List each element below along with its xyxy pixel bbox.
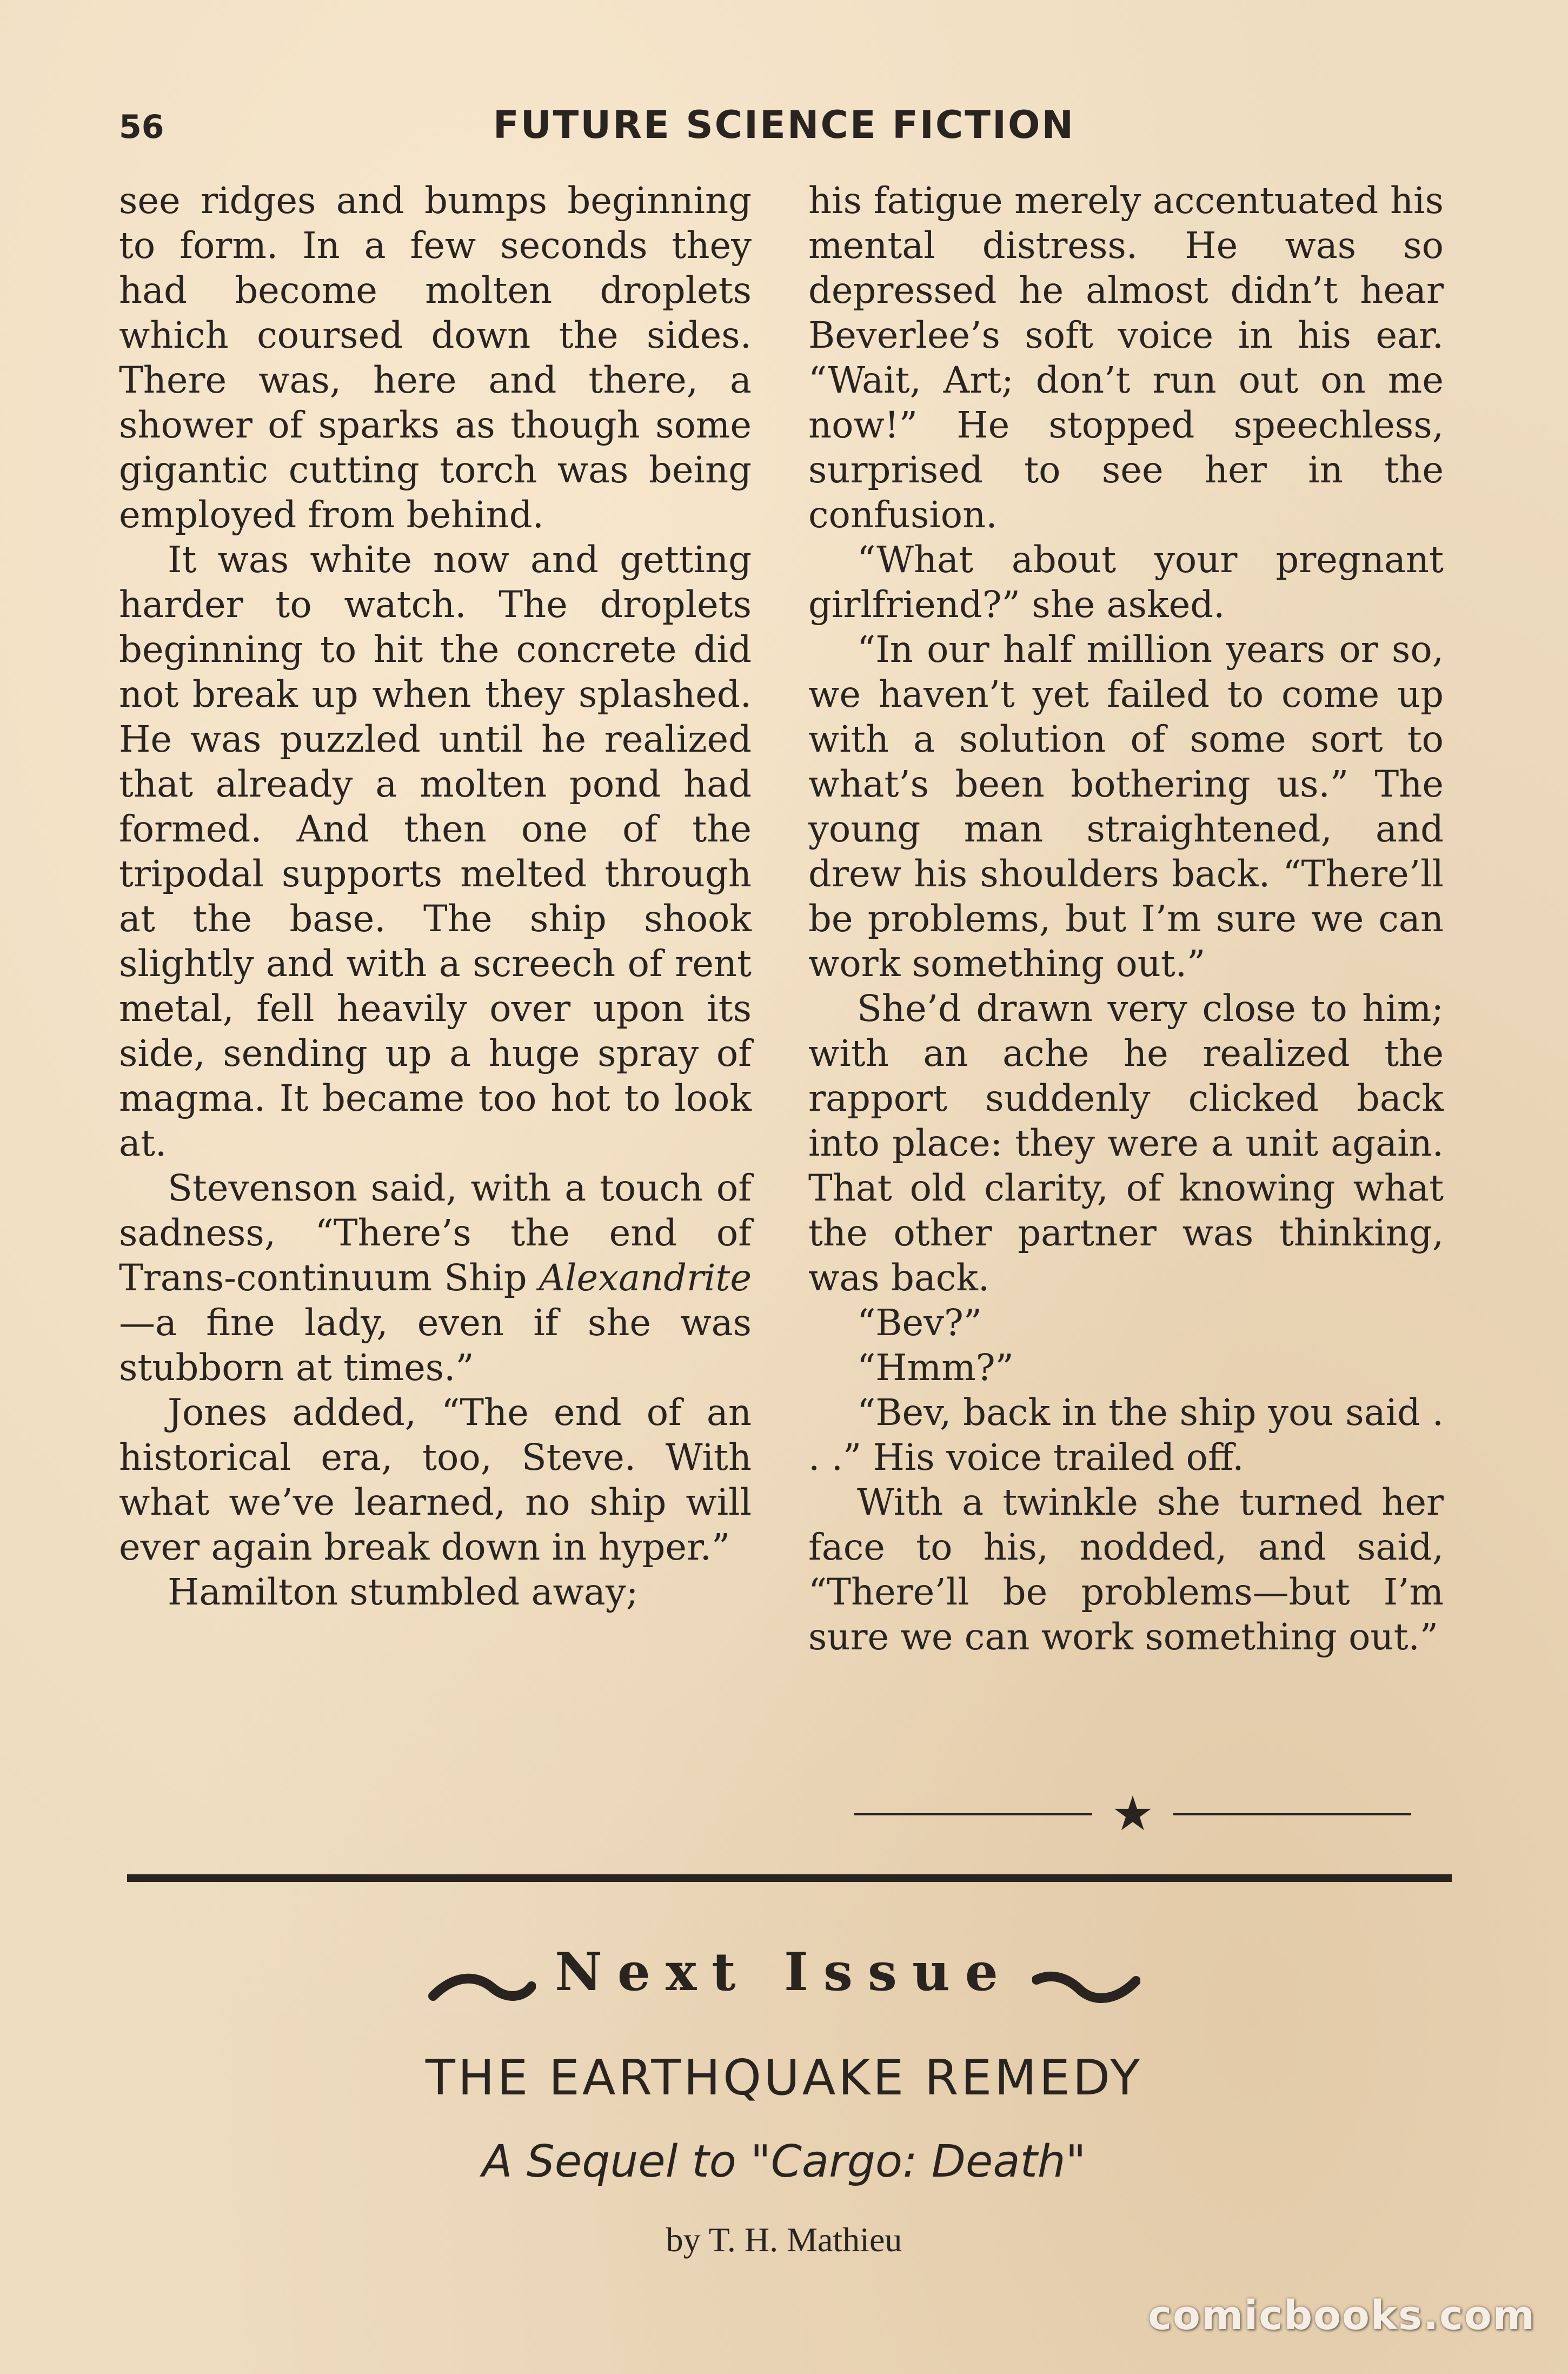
- site-watermark: comicbooks.com: [1148, 2292, 1536, 2339]
- right-swirl-ornament: [1032, 1969, 1140, 2007]
- paragraph: see ridges and bumps beginning to form. In a few seconds they had become molten droplets which coursed down the sides. There was, here and there, a shower of sparks as though some gigantic cutting torch was being employed from behind.: [119, 180, 752, 536]
- story-end-divider: [854, 1786, 1411, 1841]
- left-swirl-ornament: [428, 1969, 536, 2007]
- paragraph: “In our half million years or so, we haven’t yet failed to come up with a solution of some sort to what’s been bothering us.” The young man straightened, and drew his shoulders back. “There’ll be problems, but I’m sure we can work something out.”: [808, 628, 1444, 985]
- divider-line: [1173, 1813, 1411, 1815]
- paragraph: his fatigue merely accentuated his mental distress. He was so depressed he almost didn’t hear Beverlee’s soft voice in his ear. “Wait, Art; don’t run out on me now!” He stopped speechless, surprised to see her in the confusion.: [808, 180, 1444, 536]
- paragraph: With a twinkle she turned her face to his, nodded, and said, “There’ll be problems—but I’m sure we can work something out.”: [808, 1481, 1444, 1658]
- paragraph: She’d drawn very close to him; with an ache he realized the rapport suddenly clicked back into place: they were a unit again. That old clarity, of knowing what the other partner was thinking, was back.: [808, 987, 1444, 1299]
- paragraph: “Bev, back in the ship you said . . .” His voice trailed off.: [808, 1391, 1444, 1478]
- magazine-title: FUTURE SCIENCE FICTION: [493, 103, 1075, 147]
- star-icon: ★: [1111, 1786, 1154, 1841]
- next-story-title: THE EARTHQUAKE REMEDY: [425, 2050, 1143, 2106]
- paragraph: Jones added, “The end of an historical era, too, Steve. With what we’ve learned, no ship will ever again break down in hyper.”: [119, 1391, 752, 1568]
- paragraph: “Bev?”: [857, 1302, 982, 1344]
- paragraph-text: Stevenson said, with a touch of sadness, “There’s the end of Trans-continuum Ship: [119, 1167, 752, 1299]
- next-issue-banner: [0, 1941, 1568, 2007]
- left-column: [119, 178, 752, 1615]
- right-column: [808, 178, 1444, 1660]
- divider-line: [854, 1813, 1092, 1815]
- paragraph: “Hmm?”: [857, 1347, 1014, 1389]
- paragraph: Hamilton stumbled away;: [168, 1571, 639, 1613]
- paragraph: It was white now and getting harder to watch. The droplets beginning to hit the concrete did not break up when they splashed. He was puzzled until he realized that already a molten pond had formed. And then one of the tripodal supports melted through at the base. The ship shook slightly and with a screech of rent metal, fell heavily over upon its side, sending up a huge spray of magma. It became too hot to look at.: [119, 539, 752, 1164]
- next-story-byline: by T. H. Mathieu: [666, 2220, 902, 2259]
- page-number: 56: [119, 108, 164, 146]
- paragraph: [119, 1166, 752, 1390]
- paragraph-text: —a fine lady, even if she was stubborn at times.”: [119, 1302, 752, 1389]
- paragraph: “What about your pregnant girlfriend?” she asked.: [808, 539, 1444, 626]
- next-story-subtitle: A Sequel to "Cargo: Death": [482, 2136, 1086, 2187]
- ship-name: Alexandrite: [539, 1257, 752, 1299]
- next-issue-label: Next Issue: [555, 1941, 1013, 2002]
- section-divider: [127, 1874, 1452, 1882]
- page-header: [119, 103, 1449, 162]
